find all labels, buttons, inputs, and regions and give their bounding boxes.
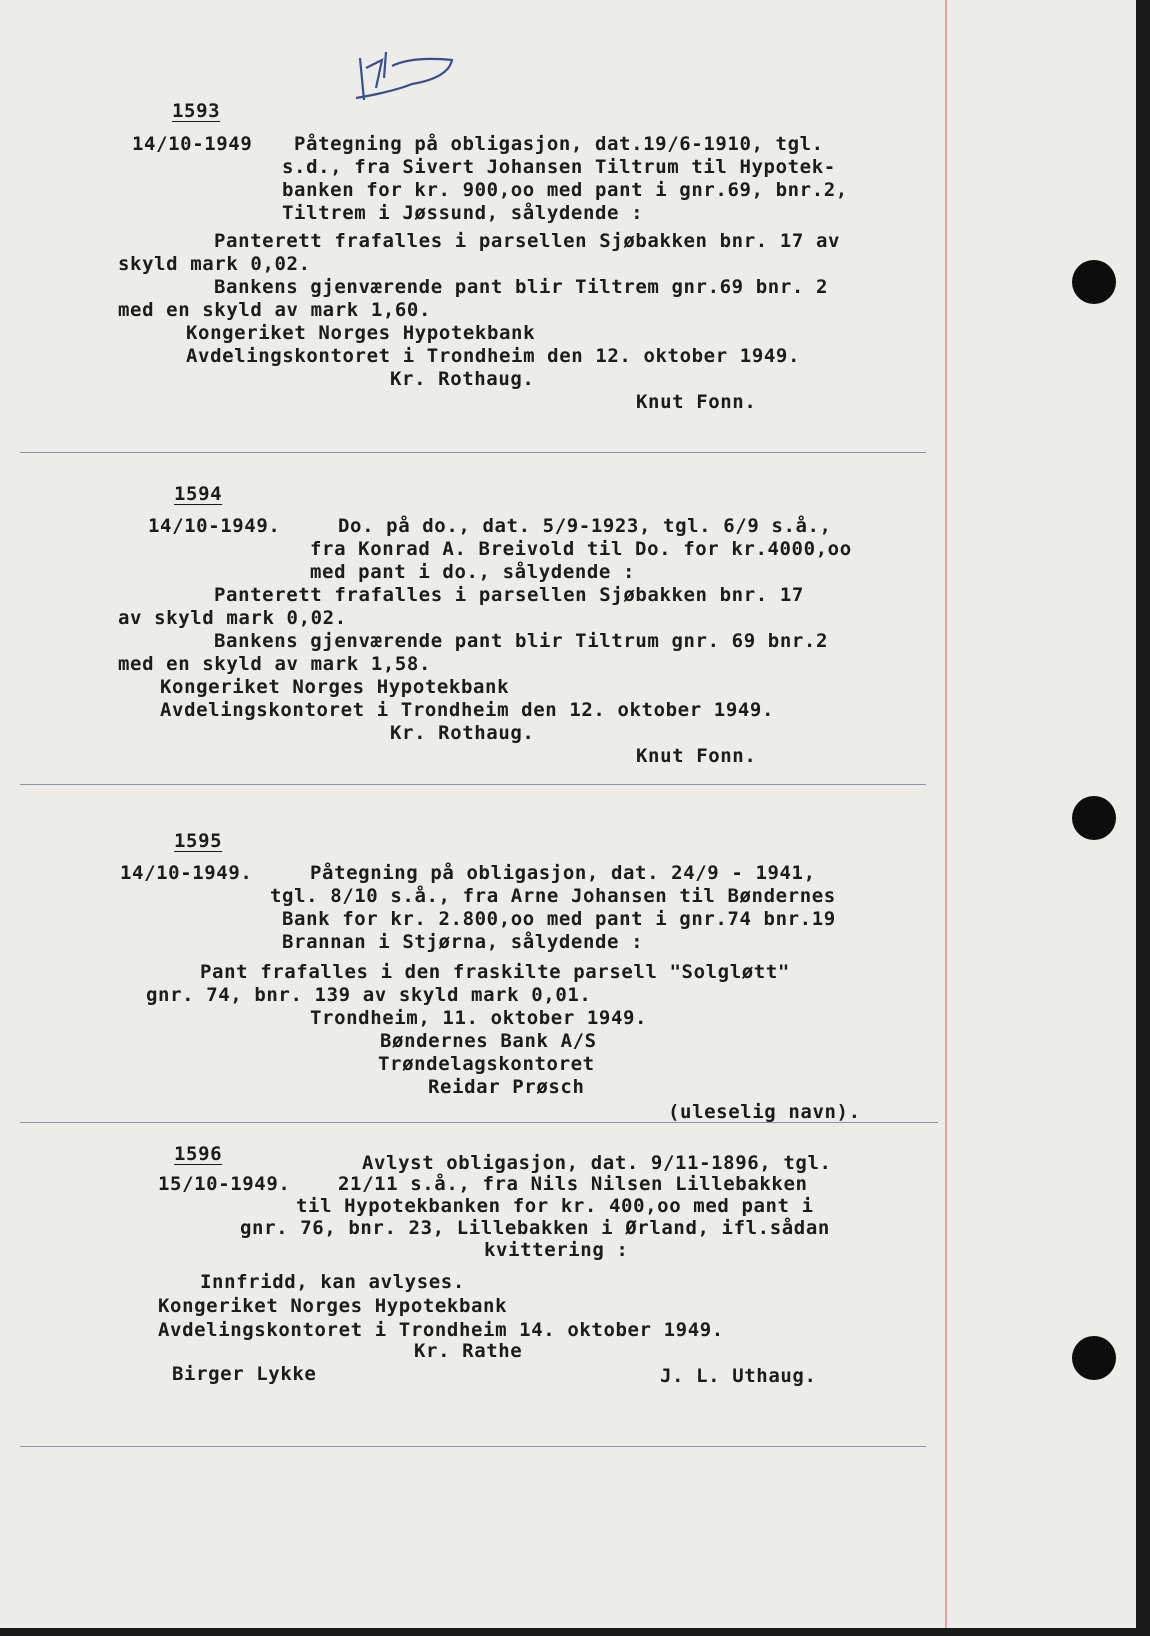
entry-text-line: gnr. 76, bnr. 23, Lillebakken i Ørland, ifl.sådan — [240, 1217, 830, 1239]
entry-text-line: Bankens gjenværende pant blir Tiltrem gnr.69 bnr. 2 — [214, 276, 828, 298]
entry-text-line: Avdelingskontoret i Trondheim den 12. oktober 1949. — [186, 345, 800, 367]
entry-date: 14/10-1949 — [132, 133, 253, 155]
entry-text-line: kvittering : — [484, 1239, 629, 1261]
entry-number: 1594 — [174, 483, 223, 505]
entry-number: 1593 — [172, 100, 221, 122]
entry-text-line: med pant i do., sålydende : — [310, 561, 636, 583]
entry-text-line: Avdelingskontoret i Trondheim 14. oktober 1949. — [158, 1319, 724, 1341]
entry-text-line: Innfridd, kan avlyses. — [200, 1271, 465, 1293]
entry-signature: Kr. Rothaug. — [390, 722, 535, 744]
entry-text-line: Påtegning på obligasjon, dat.19/6-1910, tgl. — [294, 133, 824, 155]
entry-text-line: Kongeriket Norges Hypotekbank — [158, 1295, 508, 1317]
entry-text-line: Panterett frafalles i parsellen Sjøbakken bnr. 17 — [214, 584, 804, 606]
entry-text-line: gnr. 74, bnr. 139 av skyld mark 0,01. — [146, 984, 592, 1006]
entry-text-line: Pant frafalles i den fraskilte parsell "Solgløtt" — [200, 961, 790, 983]
entry-text-line: s.d., fra Sivert Johansen Tiltrum til Hypotek- — [282, 156, 836, 178]
entry-date: 15/10-1949. — [158, 1173, 291, 1195]
entry-text-line: Trondheim, 11. oktober 1949. — [310, 1007, 648, 1029]
entry-text-line: Bøndernes Bank A/S — [380, 1030, 597, 1052]
entry-signature: Knut Fonn. — [636, 745, 757, 767]
entry-signature: (uleselig navn). — [668, 1101, 861, 1123]
entry-text-line: til Hypotekbanken for kr. 400,oo med pant i — [296, 1195, 814, 1217]
entry-text-line: av skyld mark 0,02. — [118, 607, 347, 629]
entry-separator — [20, 452, 926, 453]
entry-text-line: Tiltrem i Jøssund, sålydende : — [282, 202, 644, 224]
punch-hole — [1072, 796, 1116, 840]
punch-hole — [1072, 260, 1116, 304]
entry-number: 1595 — [174, 830, 223, 852]
entry-text-line: fra Konrad A. Breivold til Do. for kr.4000,oo — [310, 538, 852, 560]
entry-text-line: banken for kr. 900,oo med pant i gnr.69, bnr.2, — [282, 179, 848, 201]
folio-mark — [352, 38, 472, 112]
entry-text-line: Påtegning på obligasjon, dat. 24/9 - 1941, — [310, 862, 816, 884]
entry-text-line: med en skyld av mark 1,60. — [118, 299, 432, 321]
entry-text-line: 21/11 s.å., fra Nils Nilsen Lillebakken — [338, 1173, 808, 1195]
entry-signature: Knut Fonn. — [636, 391, 757, 413]
entry-text-line: Avdelingskontoret i Trondheim den 12. oktober 1949. — [160, 699, 774, 721]
entry-text-line: Do. på do., dat. 5/9-1923, tgl. 6/9 s.å., — [338, 515, 832, 537]
entry-date: 14/10-1949. — [120, 862, 253, 884]
entry-text-line: Avlyst obligasjon, dat. 9/11-1896, tgl. — [362, 1152, 832, 1174]
entry-text-line: Panterett frafalles i parsellen Sjøbakken bnr. 17 av — [214, 230, 841, 252]
entry-text-line: Trøndelagskontoret — [378, 1053, 595, 1075]
entry-signature: Reidar Prøsch — [428, 1076, 585, 1098]
handwritten-folio-svg — [352, 38, 472, 108]
entry-signature: J. L. Uthaug. — [660, 1365, 817, 1387]
entry-text-line: Kongeriket Norges Hypotekbank — [160, 676, 510, 698]
red-margin-line — [945, 0, 947, 1628]
entry-text-line: tgl. 8/10 s.å., fra Arne Johansen til Bøndernes — [270, 885, 836, 907]
punch-hole — [1072, 1336, 1116, 1380]
entry-text-line: Brannan i Stjørna, sålydende : — [282, 931, 644, 953]
entry-text-line: med en skyld av mark 1,58. — [118, 653, 432, 675]
entry-date: 14/10-1949. — [148, 515, 281, 537]
entry-text-line: Bankens gjenværende pant blir Tiltrum gnr. 69 bnr.2 — [214, 630, 828, 652]
entry-signature: Birger Lykke — [172, 1363, 317, 1385]
entry-signature: Kr. Rathe — [414, 1340, 523, 1362]
entry-signature: Kr. Rothaug. — [390, 368, 535, 390]
entry-separator — [20, 1446, 926, 1447]
entry-separator — [20, 784, 926, 785]
entry-text-line: skyld mark 0,02. — [118, 253, 311, 275]
entry-number: 1596 — [174, 1143, 223, 1165]
entry-text-line: Bank for kr. 2.800,oo med pant i gnr.74 bnr.19 — [282, 908, 836, 930]
entry-text-line: Kongeriket Norges Hypotekbank — [186, 322, 536, 344]
